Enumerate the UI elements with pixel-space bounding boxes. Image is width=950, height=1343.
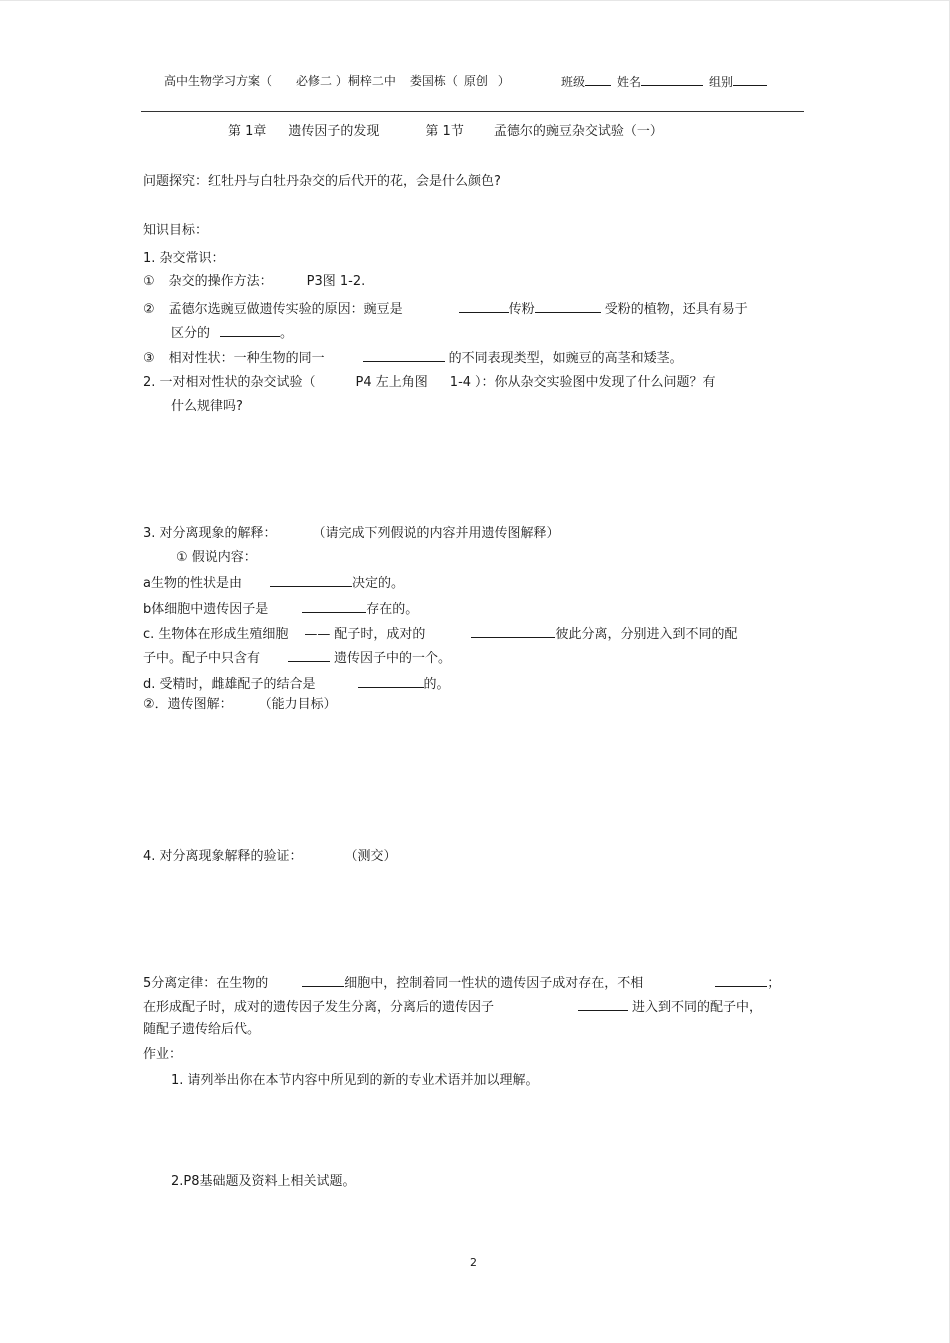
item1-b-text2: 传粉 <box>508 302 535 317</box>
item5-t1: 5分离定律：在生物的 <box>143 976 269 991</box>
name-blank[interactable] <box>641 72 703 86</box>
item5-line2 <box>143 997 762 1017</box>
item1-c-blank[interactable] <box>363 348 445 362</box>
item1-a-ref: P3图 1-2. <box>306 274 366 289</box>
item3-b2: 存在的。 <box>366 602 419 617</box>
knowledge-goal-label: 知识目标： <box>143 223 209 238</box>
item4-note: （测交） <box>344 849 397 864</box>
item2-text3: 1-4 <box>449 375 472 390</box>
item3-c5: 遗传因子中的一个。 <box>334 651 452 666</box>
item5-t3: ； <box>767 976 781 991</box>
group-label: 组别 <box>709 75 734 89</box>
item3-c3: 彼此分离，分别进入到不同的配 <box>555 627 738 642</box>
class-blank[interactable] <box>585 72 611 86</box>
item3-b-blank[interactable] <box>302 599 366 613</box>
item2-line1 <box>143 374 716 392</box>
item1-c <box>143 348 683 368</box>
item3-c1: c. 生物体在形成生殖细胞 <box>143 627 289 642</box>
item1-b-blank3[interactable] <box>220 323 280 337</box>
item3-d <box>143 674 450 694</box>
item5-t2: 细胞中，控制着同一性状的遗传因子成对存在，不相 <box>344 976 644 991</box>
item1-a <box>143 273 365 291</box>
item3-a2: 决定的。 <box>351 576 404 591</box>
item5-blank3[interactable] <box>578 997 628 1011</box>
item1-b-number: ② <box>143 302 155 317</box>
item3-d2: 的。 <box>423 677 450 692</box>
item1-c-text1: 相对性状：一种生物的同一 <box>168 351 325 366</box>
item5-t4: 在形成配子时，成对的遗传因子发生分离，分离后的遗传因子 <box>143 1000 495 1015</box>
item1-a-number: ① <box>143 274 155 289</box>
item3-a-blank[interactable] <box>270 573 352 587</box>
header-author: 娄国栋（ <box>409 74 458 88</box>
item1-a-text: 杂交的操作方法： <box>168 274 273 289</box>
item3-sub2-text: ②．遗传图解： <box>143 697 233 712</box>
item2-text1: 2. 一对相对性状的杂交试验（ <box>143 375 316 390</box>
item3-sub2 <box>143 696 337 714</box>
item1-b-text1: 孟德尔选豌豆做遗传实验的原因：豌豆是 <box>168 302 403 317</box>
page-number: 2 <box>470 1256 477 1269</box>
item3-a <box>143 573 404 593</box>
item3-sub1: ① 假说内容： <box>176 550 257 565</box>
item5-t6: 随配子遗传给后代。 <box>143 1022 261 1037</box>
item2-text5: 什么规律吗? <box>171 399 243 414</box>
section-name: 孟德尔的豌豆杂交试验（一） <box>493 124 663 139</box>
header-original: 原创 <box>463 74 488 88</box>
homework-item2: 2.P8基础题及资料上相关试题。 <box>171 1174 356 1189</box>
name-label: 姓名 <box>617 75 642 89</box>
section-number: 第 1节 <box>425 124 464 139</box>
question-text: 问题探究：红牡丹与白牡丹杂交的后代开的花，会是什么颜色? <box>143 174 501 189</box>
item1-heading: 1. 杂交常识： <box>143 251 225 266</box>
item3-d1: d. 受精时，雌雄配子的结合是 <box>143 677 316 692</box>
homework-item1: 1. 请列举出你在本节内容中所见到的新的专业术语并加以理解。 <box>171 1073 539 1088</box>
item3-c <box>143 624 737 644</box>
header-mid: 必修二 ）桐梓二中 <box>296 74 396 88</box>
class-label: 班级 <box>561 75 586 89</box>
item3-heading-line <box>143 525 560 543</box>
item5-line1 <box>143 973 780 993</box>
item3-d-blank[interactable] <box>358 674 424 688</box>
homework-label: 作业： <box>143 1047 183 1062</box>
item5-t5: 进入到不同的配子中， <box>632 1000 763 1015</box>
item1-b-text4: 区分的 <box>171 326 211 341</box>
item3-b1: b体细胞中遗传因子是 <box>143 602 269 617</box>
item5-blank2[interactable] <box>715 973 767 987</box>
item3-c-blank2[interactable] <box>288 648 330 662</box>
header-left: 高中生物学习方案（ <box>164 74 273 88</box>
header-rule <box>141 111 804 112</box>
item2-text2: P4 左上角图 <box>355 375 428 390</box>
item3-c-dash: —— <box>304 627 331 642</box>
item1-b-blank1[interactable] <box>459 299 509 313</box>
item3-c-blank1[interactable] <box>471 624 555 638</box>
header-close: ） <box>497 74 510 88</box>
item3-c4: 子中。配子中只含有 <box>143 651 261 666</box>
item2-text4: ）：你从杂交实验图中发现了什么问题？有 <box>475 375 716 390</box>
group-blank[interactable] <box>733 72 767 86</box>
item3-b <box>143 599 418 619</box>
item3-c-cont <box>143 648 451 668</box>
item1-b-text5: 。 <box>280 326 294 341</box>
item1-c-number: ③ <box>143 351 155 366</box>
section-title <box>228 123 663 141</box>
item3-c2: 配子时，成对的 <box>334 627 426 642</box>
item1-b-blank2[interactable] <box>535 299 601 313</box>
item3-sub2-note: （能力目标） <box>258 697 337 712</box>
item4-heading: 4. 对分离现象解释的验证： <box>143 849 303 864</box>
item4 <box>143 848 397 866</box>
chapter-number: 第 1章 <box>228 124 267 139</box>
item3-heading: 3. 对分离现象的解释： <box>143 526 277 541</box>
header-line <box>164 72 510 90</box>
item3-note: （请完成下列假说的内容并用遗传图解释） <box>312 526 560 541</box>
item1-b <box>143 299 748 319</box>
item1-c-text2: 的不同表现类型，如豌豆的高茎和矮茎。 <box>448 351 683 366</box>
item1-b-text3: 受粉的植物，还具有易于 <box>604 302 748 317</box>
item3-a1: a生物的性状是由 <box>143 576 242 591</box>
header-fields <box>561 72 767 91</box>
chapter-name: 遗传因子的发现 <box>288 124 380 139</box>
item1-b-cont <box>171 323 293 343</box>
item5-blank1[interactable] <box>302 973 344 987</box>
